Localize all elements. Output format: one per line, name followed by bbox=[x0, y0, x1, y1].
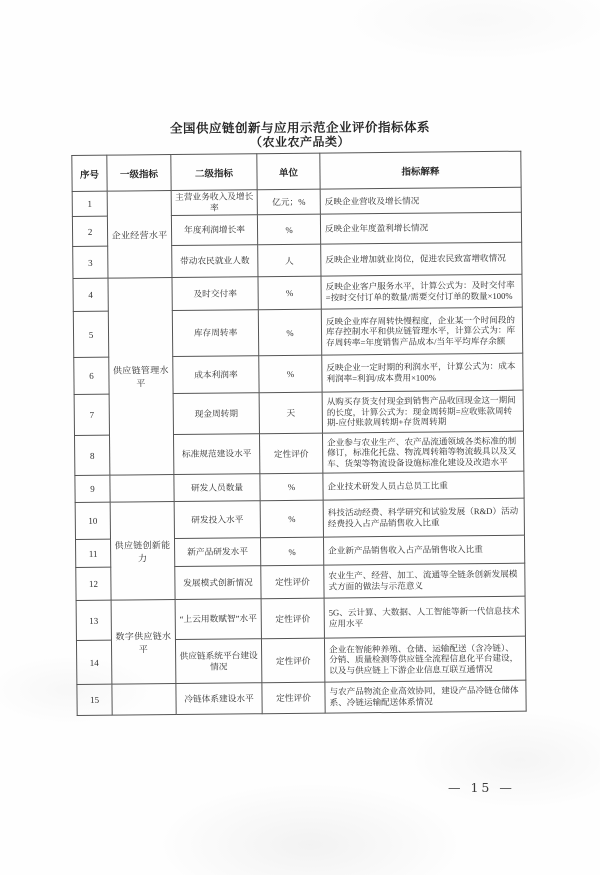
explanation-cell: 科技活动经费、科学研究和试验发展（R&D）活动经费投入占产品销售收入比重 bbox=[323, 498, 524, 537]
unit-cell: 定性评价 bbox=[261, 598, 324, 639]
header-level2: 二级指标 bbox=[171, 154, 257, 191]
document-title bbox=[75, 120, 525, 150]
level1-cell: 企业经营水平 bbox=[107, 191, 172, 279]
title-line-2: （农业农产品类） bbox=[249, 134, 351, 150]
level2-indicator: 及时交付率 bbox=[172, 277, 258, 311]
header-explanation: 指标解释 bbox=[320, 151, 521, 189]
indicator-table bbox=[71, 151, 526, 716]
row-no: 9 bbox=[75, 475, 110, 502]
row-no: 12 bbox=[76, 567, 111, 600]
unit-cell: 天 bbox=[259, 392, 322, 434]
row-no: 3 bbox=[73, 246, 108, 278]
explanation-cell: 企业技术研发人员占总员工比重 bbox=[323, 471, 524, 500]
table-row bbox=[76, 596, 525, 640]
explanation-cell: 反映企业营收及增长情况 bbox=[320, 187, 521, 214]
explanation-cell: 反映企业增加就业岗位，促进农民致富增收情况 bbox=[321, 242, 522, 276]
unit-cell: 定性评价 bbox=[259, 433, 322, 474]
level1-cell: 数字供应链水平 bbox=[111, 600, 176, 685]
explanation-cell: 企业参与农业生产、农产品流通领域各类标准的制修订，标准化托盘、物流周转箱等物流载具以及叉车、货架等物流设备设施标准化建设及改造水平 bbox=[322, 431, 523, 473]
explanation-cell: 农业生产、经营、加工、流通等全链条创新发展模式方面的做法与示范意义 bbox=[324, 563, 525, 598]
level2-indicator: 发展模式创新情况 bbox=[175, 566, 261, 600]
level2-indicator: 供应链系统平台建设情况 bbox=[175, 639, 261, 684]
row-no: 1 bbox=[72, 191, 107, 216]
row-no: 5 bbox=[73, 311, 108, 357]
unit-cell: 亿元；% bbox=[257, 189, 320, 215]
unit-cell: 定性评价 bbox=[261, 565, 324, 599]
level1-cell-empty bbox=[112, 684, 176, 716]
unit-cell: % bbox=[258, 276, 321, 310]
explanation-cell: 反映企业年度盈利增长情况 bbox=[320, 212, 521, 244]
explanation-cell: 与农产品物流企业高效协同，建设产品冷链仓储体系、冷链运输配送体系情况 bbox=[325, 680, 526, 713]
level2-indicator: 主营业务收入及增长率 bbox=[171, 190, 257, 216]
level2-indicator: 库存周转率 bbox=[172, 310, 258, 357]
table-row bbox=[77, 680, 526, 715]
unit-cell: % bbox=[260, 537, 323, 566]
row-no: 10 bbox=[75, 502, 110, 539]
explanation-cell: 反映企业一定时期的利润水平，计算公式为：成本利润率=利润/成本费用×100% bbox=[322, 353, 523, 392]
row-no: 4 bbox=[73, 278, 108, 311]
level2-indicator: 现金周转期 bbox=[173, 393, 259, 435]
level2-indicator: 新产品研发水平 bbox=[174, 538, 260, 567]
level2-indicator: “上云用数赋智”水平 bbox=[175, 599, 261, 640]
row-no: 11 bbox=[75, 539, 110, 567]
table-row bbox=[75, 471, 524, 502]
explanation-cell: 从购买存货支付现金到销售产品收回现金这一期间的长度，计算公式为：现金周转期=应收账款周转期-应付账款周转期+存货周转期 bbox=[322, 390, 523, 433]
table-row bbox=[73, 274, 522, 311]
explanation-cell: 反映企业库存周转快慢程度，企业某一个时间段的库存控制水平和供应链管理水平，计算公式为：库存周转率=年度销售产品成本/当年平均库存余额 bbox=[321, 307, 522, 355]
row-no: 6 bbox=[74, 357, 109, 394]
level2-indicator: 冷链体系建设水平 bbox=[176, 683, 262, 715]
indicator-table-wrapper bbox=[71, 151, 528, 716]
explanation-cell: 企业在智能种养殖、仓储、运输配送（含冷链）、分销、质量检测等供应链全流程信息化平台建设，以及与供应链上下游企业信息互联互通情况 bbox=[324, 636, 525, 682]
level2-indicator: 标准规范建设水平 bbox=[173, 434, 259, 475]
header-row bbox=[72, 151, 521, 191]
level1-cell: 供应链管理水平 bbox=[108, 278, 174, 476]
header-level1: 一级指标 bbox=[107, 155, 171, 192]
unit-cell: % bbox=[259, 355, 322, 393]
unit-cell: % bbox=[260, 500, 323, 538]
level1-cell: 供应链创新能力 bbox=[110, 502, 175, 601]
unit-cell: % bbox=[258, 309, 321, 356]
level1-cell-empty bbox=[110, 475, 174, 503]
page-number: — 15 — bbox=[448, 780, 515, 795]
row-no: 2 bbox=[72, 216, 107, 246]
table-row bbox=[75, 498, 524, 539]
header-no: 序号 bbox=[72, 155, 107, 191]
unit-cell: 定性评价 bbox=[262, 682, 325, 714]
level2-indicator: 成本利润率 bbox=[173, 356, 259, 394]
unit-cell: 定性评价 bbox=[261, 638, 324, 683]
level2-indicator: 研发投入水平 bbox=[174, 501, 260, 539]
unit-cell: % bbox=[260, 473, 323, 501]
row-no: 7 bbox=[74, 394, 109, 435]
title-line-1: 全国供应链创新与应用示范企业评价指标体系 bbox=[169, 120, 430, 136]
unit-cell: % bbox=[257, 214, 320, 245]
level2-indicator: 研发人员数量 bbox=[174, 474, 260, 502]
explanation-cell: 5G、云计算、大数据、人工智能等新一代信息技术应用水平 bbox=[324, 596, 525, 638]
unit-cell: 人 bbox=[258, 244, 321, 277]
row-no: 13 bbox=[76, 600, 111, 640]
row-no: 8 bbox=[74, 435, 109, 475]
level2-indicator: 带动农民就业人数 bbox=[172, 245, 258, 278]
explanation-cell: 企业新产品销售收入占产品销售收入比重 bbox=[323, 535, 524, 565]
header-unit: 单位 bbox=[257, 153, 320, 190]
row-no: 14 bbox=[76, 640, 111, 684]
explanation-cell: 反映企业客户服务水平，计算公式为：及时交付率=按时交付订单的数量/需要交付订单的数量×100% bbox=[321, 274, 522, 309]
level2-indicator: 年度利润增长率 bbox=[171, 215, 257, 246]
row-no: 15 bbox=[77, 684, 112, 715]
